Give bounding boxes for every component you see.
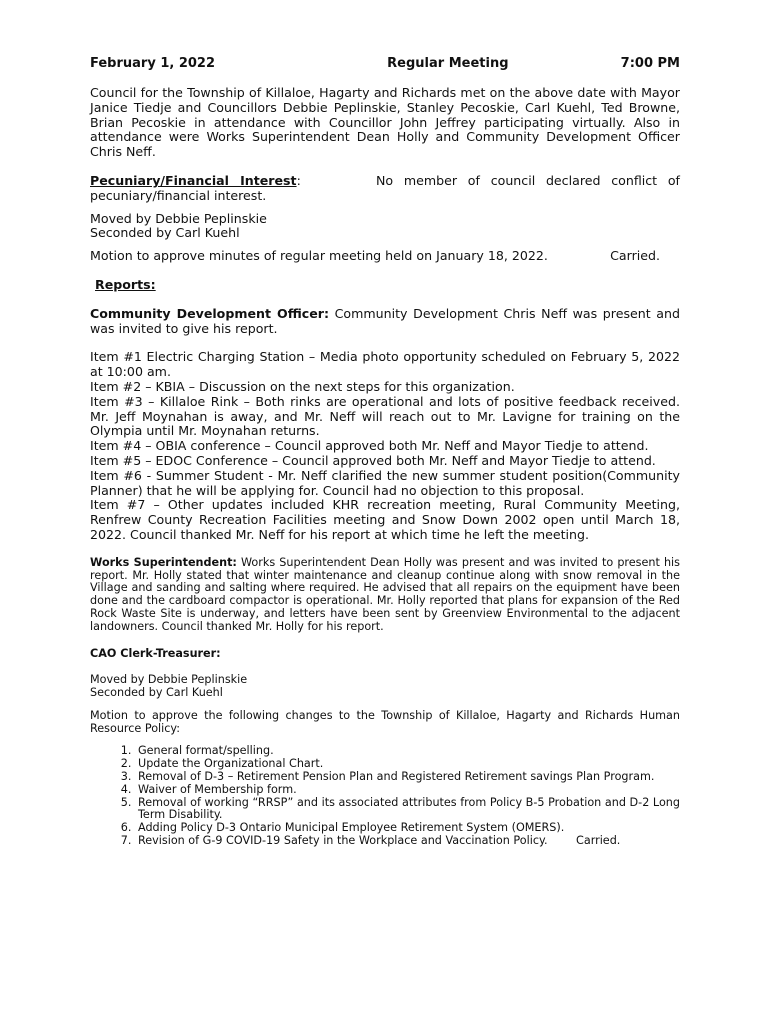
policy-changes-list	[90, 745, 680, 847]
cao-heading: CAO Clerk-Treasurer:	[90, 646, 221, 660]
cdo-item: Item #1 Electric Charging Station – Media photo opportunity scheduled on February 5, 2022 at 10:00 am.	[90, 349, 680, 380]
works-paragraph	[90, 557, 680, 634]
works-heading: Works Superintendent:	[90, 555, 237, 569]
list-item: 3. Removal of D-3 – Retirement Pension Plan and Registered Retirement savings Plan Program.	[135, 771, 680, 784]
motion1-text: Motion to approve minutes of regular meeting held on January 18, 2022.	[90, 248, 548, 264]
list-item: 5. Removal of working “RRSP” and its associated attributes from Policy B-5 Probation and D-2 Long Term Disability.	[135, 797, 680, 823]
cdo-item: Item #3 – Killaloe Rink – Both rinks are operational and lots of positive feedback received. Mr. Jeff Moynahan is away, and Mr. Neff will reach out to Mr. Lavigne for training on the Olympia until Mr. Moynahan returns.	[90, 393, 680, 439]
cao-moved: Moved by Debbie Peplinskie	[90, 673, 248, 687]
motion1-seconded: Seconded by Carl Kuehl	[90, 225, 240, 241]
list-item: 6. Adding Policy D-3 Ontario Municipal Employee Retirement System (OMERS).	[135, 822, 680, 835]
list-item: 7. Revision of G-9 COVID-19 Safety in the Workplace and Vaccination Policy. Carried.	[135, 835, 680, 848]
meeting-type: Regular Meeting	[387, 56, 509, 71]
cao-seconded: Seconded by Carl Kuehl	[90, 686, 223, 700]
minutes-page	[90, 56, 680, 848]
list-item: 1. General format/spelling.	[135, 745, 680, 758]
cdo-intro	[90, 307, 680, 337]
motion1-moved: Moved by Debbie Peplinskie	[90, 210, 267, 226]
works-text: Works Superintendent Dean Holly was present and was invited to present his report. Mr. Holly stated that winter maintenance and cleanup continue along with snow removal in the Village and sanding and salting where required. He advised that all repairs on the equipment have been done and the cardboard compactor is operational. Mr. Holly reported that plans for expansion of the Red Rock Waste Site is underway, and letters have been sent by Greenview Environmental to the adjacent landowners. Council thanked Mr. Holly for his report.	[90, 555, 680, 633]
motion1-line	[90, 249, 680, 264]
cdo-item: Item #7 – Other updates included KHR recreation meeting, Rural Community Meeting, Renfrew County Recreation Facilities meeting and Snow Down 2002 open until March 18, 2022. Council thanked Mr. Neff for his report at which time he left the meeting.	[90, 497, 680, 542]
pecuniary-heading: Pecuniary/Financial Interest	[90, 172, 297, 188]
cdo-intro-text: Community Development Chris Neff was present and was invited to give his report.	[90, 305, 680, 336]
meeting-time: 7:00 PM	[620, 56, 680, 71]
pecuniary-colon: :	[296, 172, 301, 188]
reports-heading: Reports:	[95, 276, 156, 292]
cdo-items	[90, 350, 680, 542]
motion1-status: Carried.	[610, 248, 660, 264]
cdo-item: Item #6 - Summer Student - Mr. Neff clarified the new summer student position(Community Planner) that he will be applying for. Council had no objection to this proposal.	[90, 467, 680, 498]
list-item: 2. Update the Organizational Chart.	[135, 758, 680, 771]
list-item: 4. Waiver of Membership form.	[135, 784, 680, 797]
pecuniary-paragraph	[90, 174, 680, 204]
cdo-heading: Community Development Officer:	[90, 305, 329, 321]
meeting-date: February 1, 2022	[90, 56, 216, 71]
cdo-item: Item #4 – OBIA conference – Council approved both Mr. Neff and Mayor Tiedje to attend.	[90, 438, 649, 454]
cdo-item: Item #2 – KBIA – Discussion on the next steps for this organization.	[90, 378, 515, 394]
intro-paragraph: Council for the Township of Killaloe, Hagarty and Richards met on the above date with Mayor Janice Tiedje and Councillors Debbie Peplinskie, Stanley Pecoskie, Carl Kuehl, Ted Browne, Brian Pecoskie in attendance with Councillor John Jeffrey participating virtually. Also in attendance were Works Superintendent Dean Holly and Community Development Officer Chris Neff.	[90, 85, 680, 160]
cao-status: Carried.	[576, 834, 621, 848]
pecuniary-text: No member of council declared conflict of pecuniary/financial interest.	[90, 172, 680, 203]
cdo-item: Item #5 – EDOC Conference – Council approved both Mr. Neff and Mayor Tiedje to attend.	[90, 452, 656, 468]
meeting-header	[90, 56, 680, 72]
cao-motion: Motion to approve the following changes to the Township of Killaloe, Hagarty and Richards Human Resource Policy:	[90, 708, 680, 735]
